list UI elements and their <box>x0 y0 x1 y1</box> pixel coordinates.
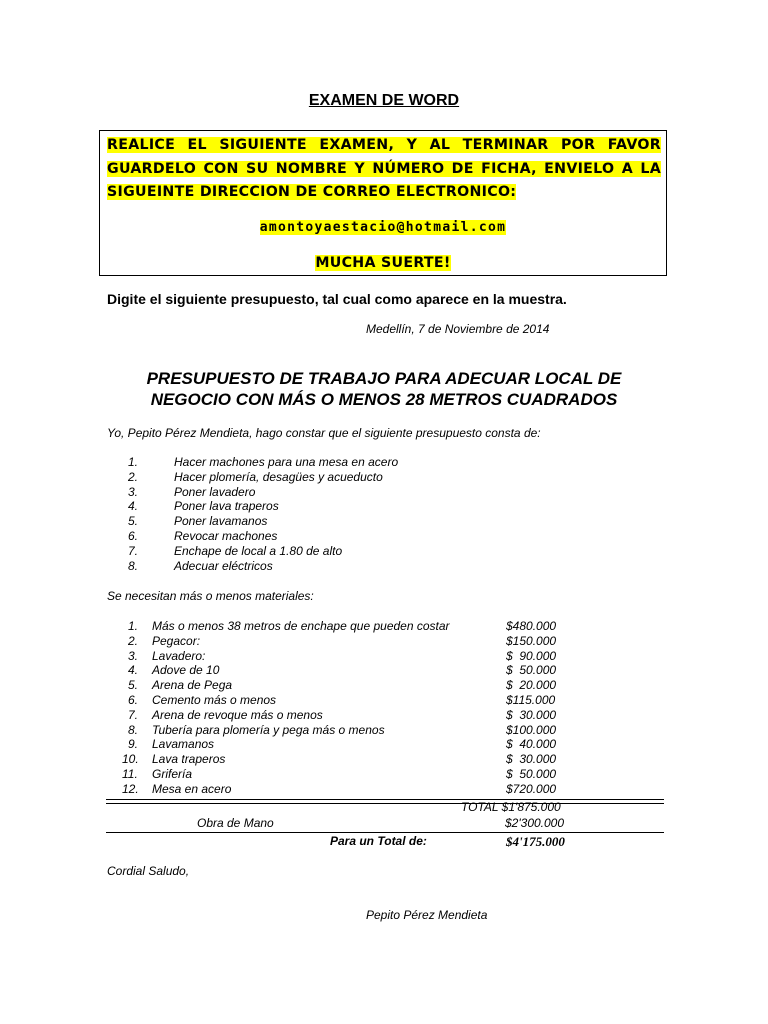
table-row: 12. Mesa en acero $720.000 <box>122 781 557 796</box>
signature-name: Pepito Pérez Mendieta <box>366 908 488 922</box>
table-row: 3. Lavadero: $ 90.000 <box>128 648 557 663</box>
document-title-text: EXAMEN DE WORD <box>308 92 460 109</box>
table-row: 1. Más o menos 38 metros de enchape que pueden costar $480.000 <box>128 619 557 633</box>
instructions-box <box>99 130 667 276</box>
labor-label: Obra de Mano <box>197 816 274 830</box>
grand-total-label: Para un Total de: <box>330 834 427 848</box>
materials-list <box>122 619 578 797</box>
instructions-paragraph <box>107 134 661 205</box>
budget-heading <box>0 368 768 410</box>
closing-text: Cordial Saludo, <box>107 864 190 878</box>
table-row: 11. Grifería $ 50.000 <box>122 766 557 781</box>
email-line <box>100 219 666 235</box>
materials-intro: Se necesitan más o menos materiales: <box>107 589 314 603</box>
budget-heading-line-2: NEGOCIO CON MÁS O MENOS 28 METROS CUADRADOS <box>150 390 618 409</box>
table-row: 10. Lava traperos $ 30.000 <box>122 752 557 767</box>
budget-heading-line-1: PRESUPUESTO DE TRABAJO PARA ADECUAR LOCAL DE <box>146 369 622 388</box>
instruction-text: Digite el siguiente presupuesto, tal cual como aparece en la muestra. <box>107 291 567 307</box>
table-row: 6. Cemento más o menos $115.000 <box>128 692 556 707</box>
table-row: 7. Arena de revoque más o menos $ 30.000 <box>128 707 557 722</box>
good-luck-text: MUCHA SUERTE! <box>315 255 451 271</box>
labor-value: $2'300.000 <box>505 816 565 830</box>
intro-text: Yo, Pepito Pérez Mendieta, hago constar que el siguiente presupuesto consta de: <box>107 426 541 440</box>
table-row: 9. Lavamanos $ 40.000 <box>128 737 557 752</box>
table-row: 4. Adove de 10 $ 50.000 <box>128 663 557 678</box>
table-row: 5. Arena de Pega $ 20.000 <box>128 678 557 693</box>
email-address[interactable]: amontoyaestacio@hotmail.com <box>259 220 507 235</box>
grand-total-value: $4'175.000 <box>506 834 565 849</box>
instructions-line-3: SIGUEINTE DIRECCION DE CORREO ELECTRONICO: <box>107 184 517 200</box>
single-rule-divider <box>106 832 664 833</box>
table-row: 2. Pegacor: $150.000 <box>128 633 557 648</box>
instructions-line-2: GUARDELO CON SU NOMBRE Y NÚMERO DE FICHA, ENVIELO A LA <box>107 160 661 177</box>
materials-total: TOTAL $1'875.000 <box>461 800 561 814</box>
document-title <box>0 92 768 110</box>
double-rule-divider <box>106 799 664 804</box>
city-date: Medellín, 7 de Noviembre de 2014 <box>366 322 550 336</box>
good-luck-line <box>100 255 666 271</box>
instructions-line-1: REALICE EL SIGUIENTE EXAMEN, Y AL TERMINAR POR FAVOR <box>107 137 661 153</box>
table-row: 8. Tubería para plomería y pega más o menos $100.000 <box>128 722 557 737</box>
